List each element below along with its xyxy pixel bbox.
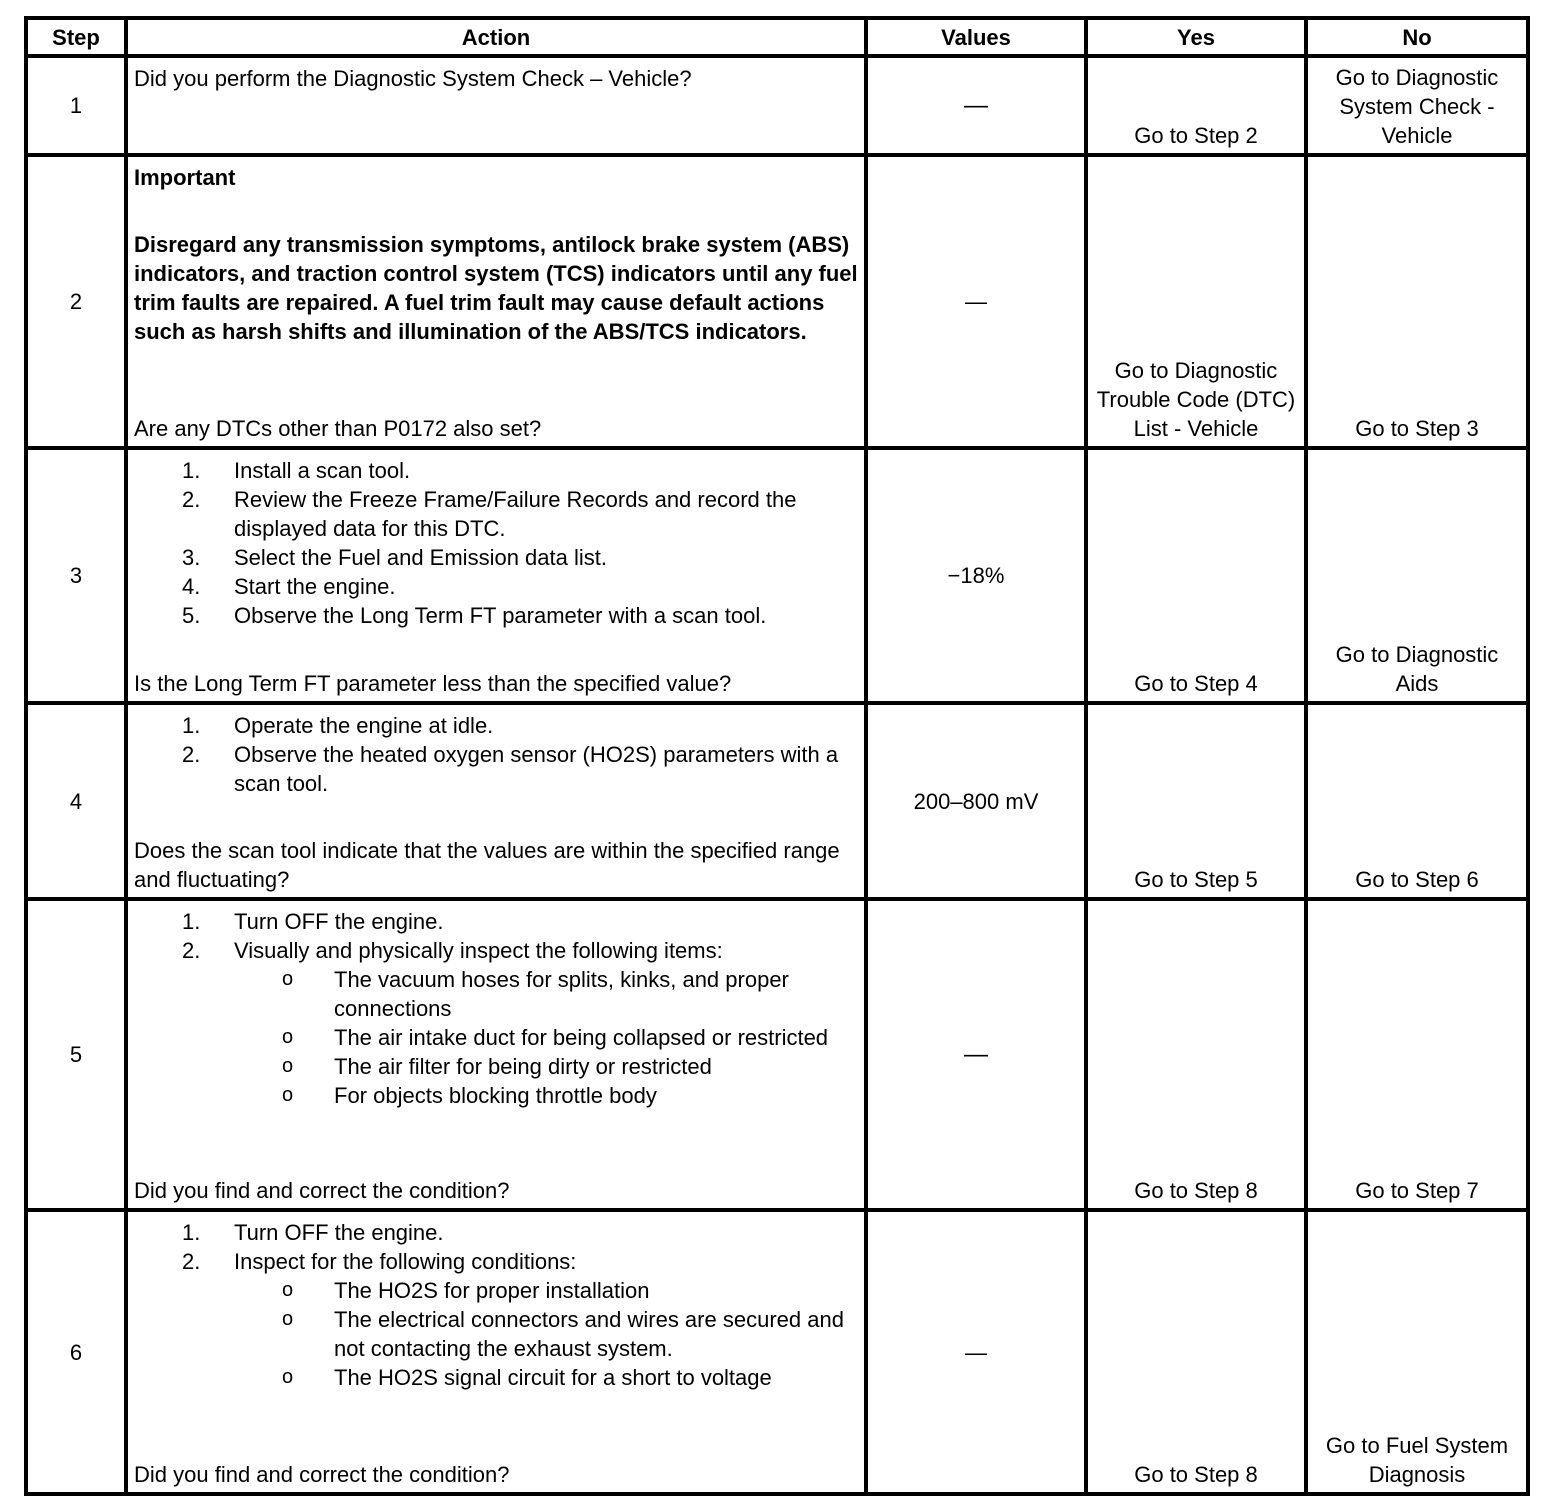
header-step: Step — [26, 18, 126, 56]
inspection-sublist — [234, 965, 858, 1110]
table-row-step-5 — [26, 899, 1528, 1210]
procedure-list — [134, 907, 858, 1110]
action-cell — [126, 703, 866, 899]
yes-cell: Go to Step 4 — [1086, 448, 1306, 703]
question-text: Did you find and correct the condition? — [134, 1178, 510, 1203]
question-text: Did you find and correct the condition? — [134, 1462, 510, 1487]
header-action: Action — [126, 18, 866, 56]
sublist-item: o For objects blocking throttle body — [282, 1083, 657, 1108]
sublist-item: o The air intake duct for being collapsed or restricted — [282, 1025, 829, 1050]
value-cell: 200–800 mV — [866, 703, 1086, 899]
table-row-step-2 — [26, 155, 1528, 448]
yes-cell: Go to Step 2 — [1086, 56, 1306, 155]
question-text: Did you perform the Diagnostic System Check – Vehicle? — [134, 66, 692, 91]
no-cell: Go to Diagnostic Aids — [1306, 448, 1528, 703]
procedure-list — [134, 711, 858, 798]
sublist-item: o The air filter for being dirty or restricted — [282, 1054, 712, 1079]
step-number: 3 — [26, 448, 126, 703]
step-number: 1 — [26, 56, 126, 155]
yes-cell: Go to Diagnostic Trouble Code (DTC) List - Vehicle — [1086, 155, 1306, 448]
value-cell: — — [866, 1210, 1086, 1494]
procedure-list — [134, 1218, 858, 1392]
step-number: 6 — [26, 1210, 126, 1494]
step-number: 5 — [26, 899, 126, 1210]
step-number: 4 — [26, 703, 126, 899]
yes-cell: Go to Step 8 — [1086, 899, 1306, 1210]
sublist-item: o The electrical connectors and wires are secured and not contacting the exhaust system. — [282, 1307, 844, 1361]
table-row-step-6 — [26, 1210, 1528, 1494]
header-no: No — [1306, 18, 1528, 56]
action-cell — [126, 448, 866, 703]
important-title: Important — [134, 165, 236, 190]
value-cell: — — [866, 899, 1086, 1210]
question-text: Is the Long Term FT parameter less than the specified value? — [134, 671, 732, 696]
list-item: 1. Turn OFF the engine. — [182, 909, 444, 934]
sublist-item: o The HO2S signal circuit for a short to voltage — [282, 1365, 772, 1390]
important-text: Disregard any transmission symptoms, antilock brake system (ABS) indicators, and traction control system (TCS) indicators until any fuel trim faults are repaired. A fuel trim fault may cause default actions such as harsh shifts and illumination of the ABS/TCS indicators. — [134, 232, 858, 344]
yes-cell: Go to Step 5 — [1086, 703, 1306, 899]
sublist-item: o The vacuum hoses for splits, kinks, and proper connections — [282, 967, 789, 1021]
question-text: Are any DTCs other than P0172 also set? — [134, 416, 542, 441]
inspection-sublist — [234, 1276, 858, 1392]
table-row-step-3 — [26, 448, 1528, 703]
no-cell: Go to Diagnostic System Check - Vehicle — [1306, 56, 1528, 155]
action-cell — [126, 1210, 866, 1494]
header-values: Values — [866, 18, 1086, 56]
list-item: 1. Operate the engine at idle. — [182, 713, 494, 738]
table-row-step-1 — [26, 56, 1528, 155]
yes-cell: Go to Step 8 — [1086, 1210, 1306, 1494]
table-row-step-4 — [26, 703, 1528, 899]
question-text: Does the scan tool indicate that the values are within the specified range and fluctuating? — [134, 838, 840, 892]
header-yes: Yes — [1086, 18, 1306, 56]
list-item: 2. Visually and physically inspect the following items: o The vacuum hoses for splits, kinks, and proper connections o The air intake duct for being collapsed or restricted o The air filter for being dirty or restricted o For objects blocking throttle body — [134, 936, 858, 1110]
list-item: 2. Review the Freeze Frame/Failure Records and record the displayed data for this DTC. — [182, 487, 797, 541]
list-item: 2. Inspect for the following conditions: o The HO2S for proper installation o The electrical connectors and wires are secured and not contacting the exhaust system. o The HO2S signal circuit for a short to voltage — [134, 1247, 858, 1392]
sublist-item: o The HO2S for proper installation — [282, 1278, 650, 1303]
action-cell — [126, 155, 866, 448]
procedure-list — [134, 456, 858, 630]
action-cell — [126, 56, 866, 155]
value-cell: — — [866, 56, 1086, 155]
header-row — [26, 18, 1528, 56]
value-cell: — — [866, 155, 1086, 448]
list-item: 2. Observe the heated oxygen sensor (HO2S) parameters with a scan tool. — [182, 742, 839, 796]
no-cell: Go to Step 3 — [1306, 155, 1528, 448]
value-cell: −18% — [866, 448, 1086, 703]
no-cell: Go to Step 6 — [1306, 703, 1528, 899]
no-cell: Go to Fuel System Diagnosis — [1306, 1210, 1528, 1494]
diagnostic-table — [24, 16, 1530, 1496]
no-cell: Go to Step 7 — [1306, 899, 1528, 1210]
step-number: 2 — [26, 155, 126, 448]
list-item: 5. Observe the Long Term FT parameter with a scan tool. — [182, 603, 767, 628]
list-item: 4. Start the engine. — [182, 574, 396, 599]
list-item: 3. Select the Fuel and Emission data list. — [182, 545, 607, 570]
list-item: 1. Turn OFF the engine. — [182, 1220, 444, 1245]
action-cell — [126, 899, 866, 1210]
list-item: 1. Install a scan tool. — [182, 458, 411, 483]
